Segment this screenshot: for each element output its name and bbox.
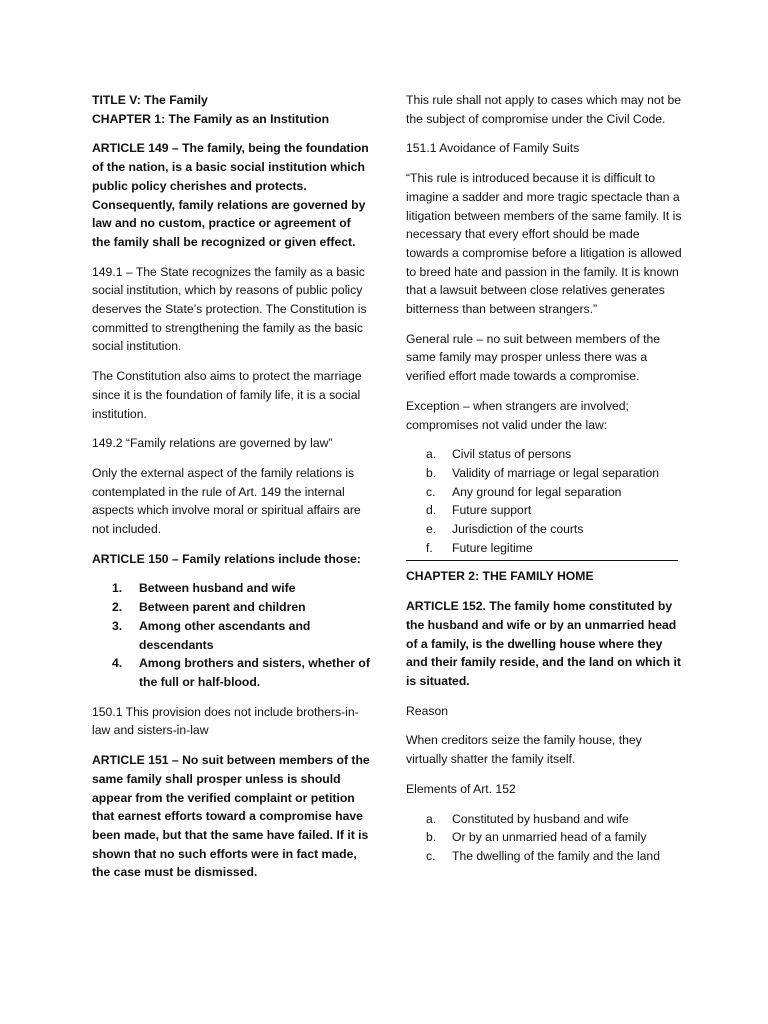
title-heading: TITLE V: The Family (92, 93, 208, 107)
list-item: b. Validity of marriage or legal separation (426, 465, 660, 480)
article-149-paragraph: ARTICLE 149 – The family, being the foundation of the nation, is a basic social institution which public policy cherishes and protects. Consequently, family relations are governed by law and no custom, practice or agreement of the family shall be recognized or given effect. (92, 141, 369, 249)
list-item: 3. Among other ascendants and descendants (112, 618, 311, 652)
section-divider (406, 560, 678, 561)
list-item: 2. Between parent and children (112, 600, 306, 615)
list-item: c. Any ground for legal separation (426, 484, 622, 499)
elements-heading: Elements of Art. 152 (406, 781, 516, 796)
right-column (406, 91, 682, 877)
general-rule-paragraph: General rule – no suit between members of the same family may prosper unless there was a verified effort made towards a compromise. (406, 331, 661, 384)
external-aspect-paragraph: Only the external aspect of the family relations is contemplated in the rule of Art. 149 the internal aspects which involve moral or spiritual affairs are not included. (92, 465, 361, 537)
list-item: 1. Between husband and wife (112, 581, 296, 596)
list-item: d. Future support (426, 503, 532, 518)
list-item: a. Civil status of persons (426, 447, 572, 462)
exception-list (406, 445, 682, 557)
list-item: c. The dwelling of the family and the land (426, 848, 660, 863)
article-150-heading: ARTICLE 150 – Family relations include those: (92, 551, 361, 566)
list-item: 4. Among brothers and sisters, whether of the full or half-blood. (112, 656, 370, 689)
exception-paragraph: Exception – when strangers are involved; compromises not valid under the law: (406, 398, 629, 432)
section-149-1-paragraph: 149.1 – The State recognizes the family as a basic social institution, which by reasons of public policy deserves the State’s protection. The Constitution is committed to strengthening the family as the basic social institution. (92, 264, 367, 354)
list-item: a. Constituted by husband and wife (426, 811, 629, 826)
chapter2-heading: CHAPTER 2: THE FAMILY HOME (406, 569, 594, 584)
rule-exception-paragraph: This rule shall not apply to cases which may not be the subject of compromise under the Civil Code. (406, 93, 682, 126)
reason-paragraph: When creditors seize the family house, they virtually shatter the family itself. (406, 733, 642, 767)
left-column (92, 91, 370, 893)
section-151-1-heading: 151.1 Avoidance of Family Suits (406, 141, 580, 156)
reason-label: Reason (406, 703, 449, 718)
elements-list (406, 810, 682, 866)
article-151-paragraph: ARTICLE 151 – No suit between members of the same family shall prosper unless is should appear from the verified complaint or petition that earnest efforts toward a compromise have been made, but that the same have failed. If it is shown that no such efforts were in fact made, the case must be dismissed. (92, 753, 370, 880)
list-item: e. Jurisdiction of the courts (426, 522, 584, 537)
chapter1-heading: CHAPTER 1: The Family as an Institution (92, 111, 330, 126)
quote-paragraph: “This rule is introduced because it is difficult to imagine a sadder and more tragic spectacle than a litigation between members of the same family. It is necessary that every effort should be made towards a compromise before a litigation is allowed to breed hate and passion in the family. It is known that a lawsuit between close relatives generates bitterness than between strangers.” (406, 171, 682, 317)
article-152-paragraph: ARTICLE 152. The family home constituted by the husband and wife or by an unmarried head of a family, is the dwelling house where they and their family reside, and the land on which it is situated. (406, 599, 681, 688)
article-150-list (92, 579, 370, 691)
list-item: f. Future legitime (426, 540, 533, 555)
section-149-2-paragraph: 149.2 “Family relations are governed by law” (92, 436, 333, 451)
list-item: b. Or by an unmarried head of a family (426, 830, 647, 845)
constitution-paragraph: The Constitution also aims to protect the marriage since it is the foundation of family life, it is a social institution. (92, 369, 362, 421)
section-150-1-paragraph: 150.1 This provision does not include brothers-in-law and sisters-in-law (92, 704, 359, 738)
